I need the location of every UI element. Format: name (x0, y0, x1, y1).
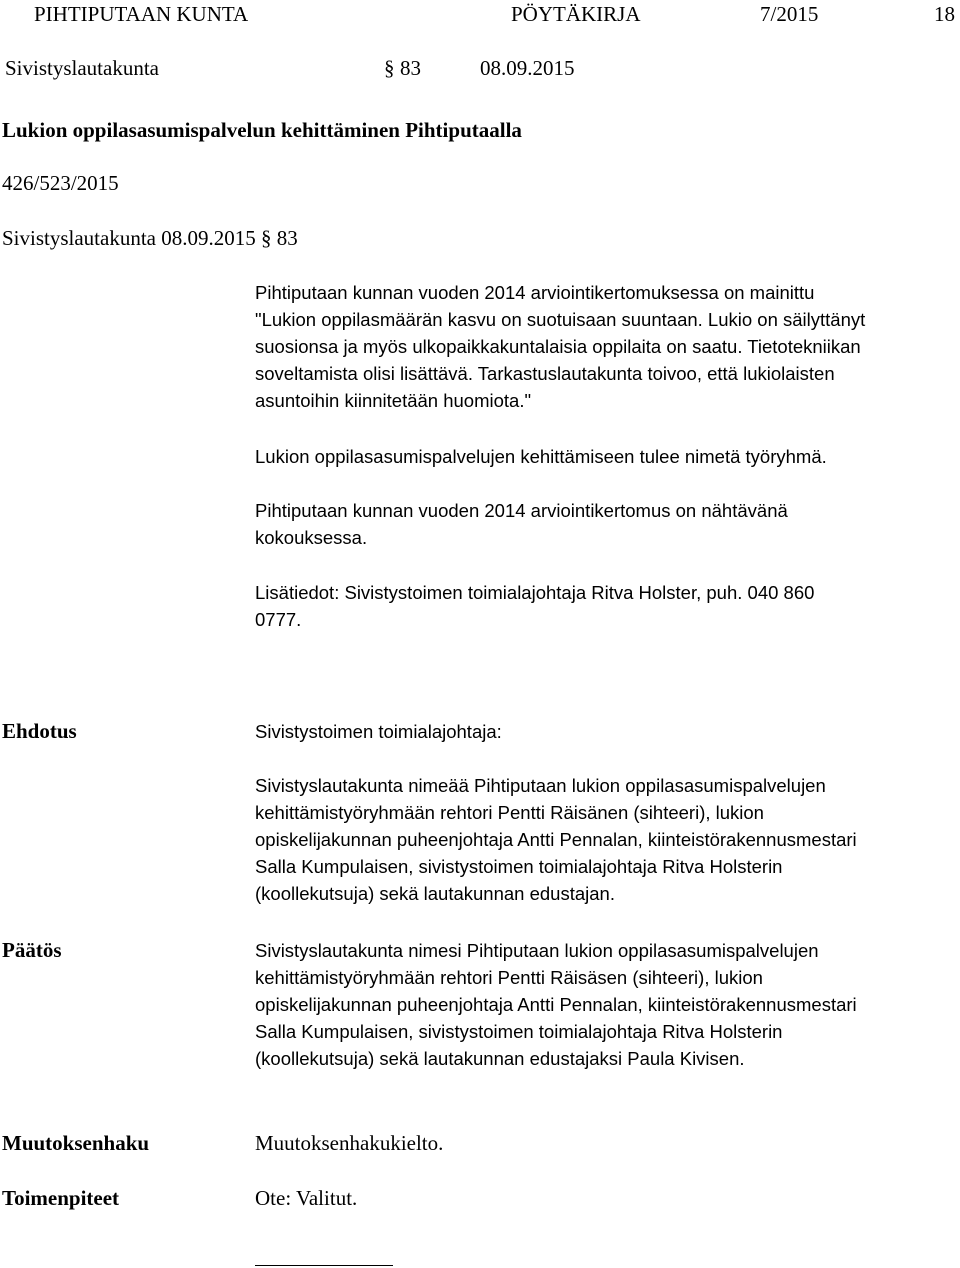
intro-line: "Lukion oppilasmäärän kasvu on suotuisaan suuntaan. Lukio on säilyttänyt (255, 309, 866, 330)
proposal-line: Salla Kumpulaisen, sivistystoimen toimialajohtaja Ritva Holsterin (255, 856, 783, 877)
proposal-line: kehittämistyöryhmään rehtori Pentti Räisänen (sihteeri), lukion (255, 802, 764, 823)
case-number: 426/523/2015 (2, 171, 119, 195)
decision-label: Päätös (2, 938, 62, 962)
intro-line: Pihtiputaan kunnan vuoden 2014 arviointikertomuksessa on mainittu (255, 282, 815, 303)
decision-line: kehittämistyöryhmään rehtori Pentti Räisäsen (sihteeri), lukion (255, 967, 763, 988)
meeting-date: 08.09.2015 (480, 56, 575, 80)
intro-paragraph (255, 279, 955, 414)
actions-label: Toimenpiteet (2, 1186, 120, 1210)
workgroup-line: Lukion oppilasasumispalvelujen kehittämiseen tulee nimetä työryhmä. (255, 446, 827, 467)
section-number: 83 (400, 56, 421, 80)
actions-value: Ote: Valitut. (255, 1186, 358, 1210)
intro-line: suosionsa ja myös ulkopaikkakuntalaisia oppilaita on saatu. Tietotekniikan (255, 336, 861, 357)
decision-line: Sivistyslautakunta nimesi Pihtiputaan lukion oppilasasumispalvelujen (255, 940, 819, 961)
intro-line: soveltamista olisi lisättävä. Tarkastuslautakunta toivoo, että lukiolaisten (255, 363, 835, 384)
report-line: Pihtiputaan kunnan vuoden 2014 arviointikertomus on nähtävänä (255, 500, 788, 521)
workgroup-paragraph (255, 443, 955, 470)
decision-line: opiskelijakunnan puheenjohtaja Antti Pennalan, kiinteistörakennusmestari (255, 994, 857, 1015)
appeal-label: Muutoksenhaku (2, 1131, 150, 1155)
board-name: Sivistyslautakunta (5, 56, 159, 80)
page-number: 18 (934, 2, 955, 26)
document-type: PÖYTÄKIRJA (511, 2, 641, 26)
proposer-line: Sivistystoimen toimialajohtaja: (255, 721, 502, 742)
proposal-paragraph (255, 772, 955, 907)
contact-paragraph (255, 579, 955, 633)
handling-line: Sivistyslautakunta 08.09.2015 § 83 (2, 226, 298, 250)
appeal-value: Muutoksenhakukielto. (255, 1131, 444, 1155)
municipality-name: PIHTIPUTAAN KUNTA (34, 2, 249, 26)
section-mark: § (384, 56, 395, 80)
contact-line: Lisätiedot: Sivistystoimen toimialajohtaja Ritva Holster, puh. 040 860 (255, 582, 815, 603)
case-title: Lukion oppilasasumispalvelun kehittäminen Pihtiputaalla (2, 118, 522, 142)
decision-line: (koollekutsuja) sekä lautakunnan edustajaksi Paula Kivisen. (255, 1048, 745, 1069)
proposal-proposer (255, 718, 955, 745)
decision-line: Salla Kumpulaisen, sivistystoimen toimialajohtaja Ritva Holsterin (255, 1021, 783, 1042)
decision-paragraph (255, 937, 955, 1072)
document-number: 7/2015 (760, 2, 819, 26)
proposal-line: Sivistyslautakunta nimeää Pihtiputaan lukion oppilasasumispalvelujen (255, 775, 826, 796)
footer-rule (255, 1265, 393, 1266)
proposal-line: opiskelijakunnan puheenjohtaja Antti Pennalan, kiinteistörakennusmestari (255, 829, 857, 850)
proposal-label: Ehdotus (2, 719, 77, 743)
report-paragraph (255, 497, 955, 551)
contact-line: 0777. (255, 609, 302, 630)
proposal-line: (koollekutsuja) sekä lautakunnan edustajan. (255, 883, 615, 904)
report-line: kokouksessa. (255, 527, 368, 548)
intro-line: asuntoihin kiinnitetään huomiota." (255, 390, 532, 411)
